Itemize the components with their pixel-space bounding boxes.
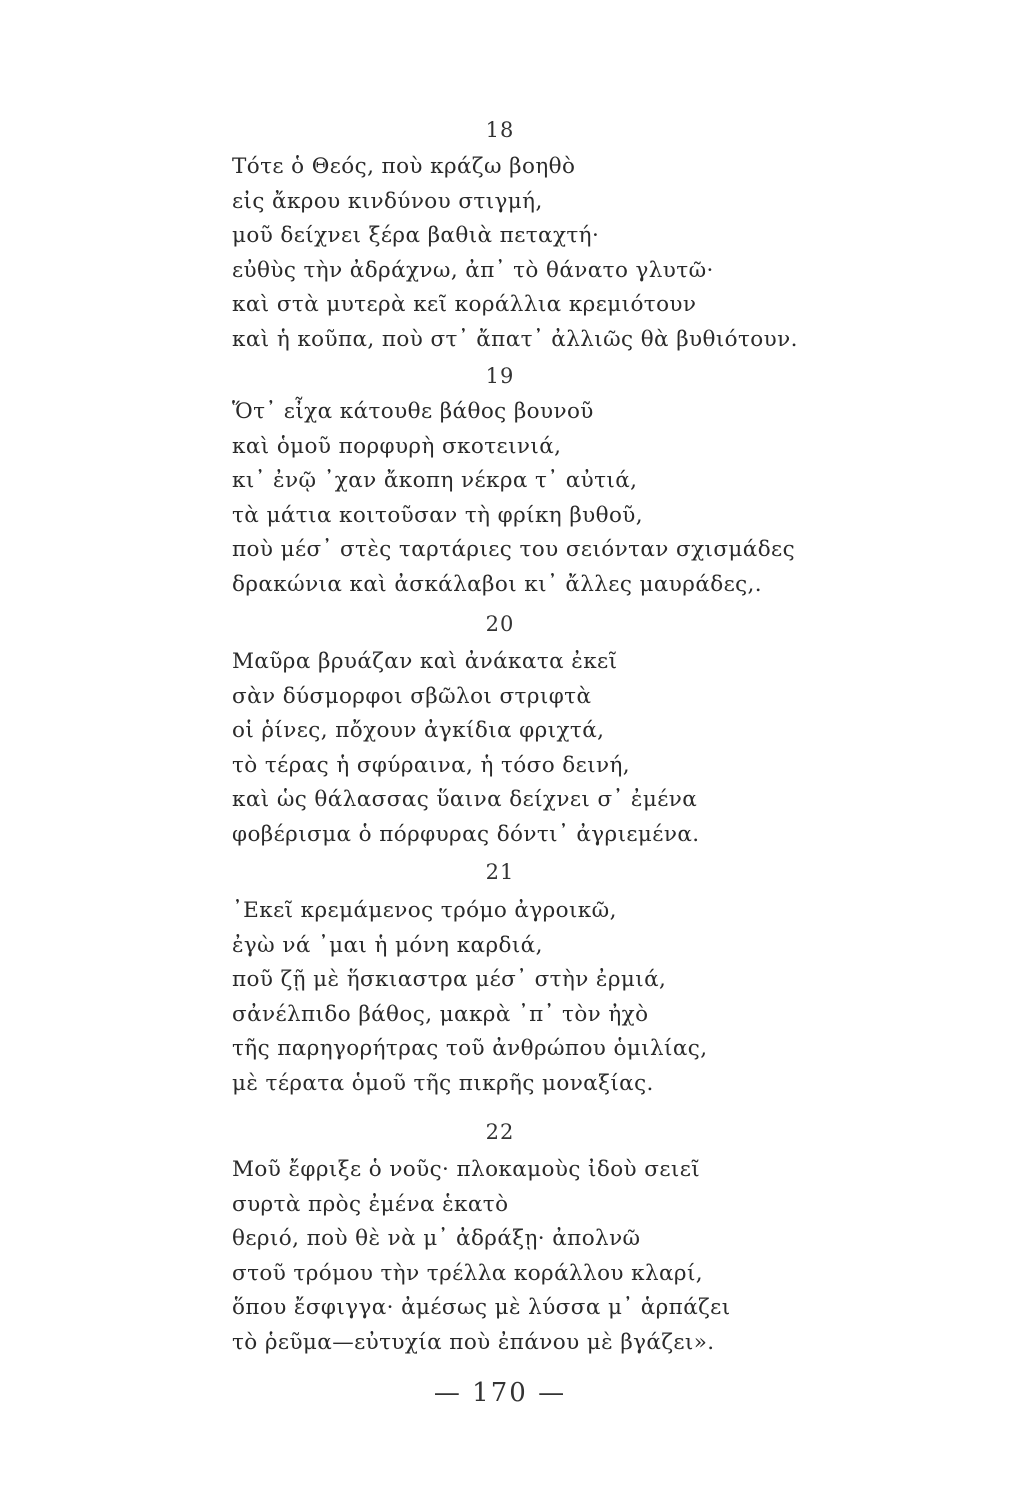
verse-line: τὸ τέρας ἡ σφύραινα, ἡ τόσο δεινή, <box>232 752 631 778</box>
verse-line: ὅπου ἔσφιγγα· ἀμέσως μὲ λύσσα μ᾽ ἁρπάζει <box>232 1295 731 1320</box>
verse-line: σὰν δύσμορφοι σβῶλοι στριφτὰ <box>232 683 592 709</box>
verse-line: ἐγὼ νά ᾽μαι ἡ μόνη καρδιά, <box>232 932 543 958</box>
verse-line: μοῦ δείχνει ξέρα βαθιὰ πεταχτή· <box>232 223 600 248</box>
stanza-22 <box>232 1153 832 1360</box>
verse-line: Ὅτ᾽ εἶχα κάτουθε βάθος βουνοῦ <box>232 399 594 424</box>
verse-line: συρτὰ πρὸς ἐμένα ἑκατὸ <box>232 1191 509 1217</box>
verse-line: μὲ τέρατα ὁμοῦ τῆς πικρῆς μοναξίας. <box>232 1070 654 1096</box>
stanza-number: 22 <box>485 1120 515 1144</box>
verse-line: δρακώνια καὶ ἀσκάλαβοι κι᾽ ἄλλες μαυράδες,. <box>232 571 763 597</box>
verse-line: καὶ ὡς θάλασσας ὕαινα δείχνει σ᾽ ἐμένα <box>232 787 698 812</box>
verse-line: ᾽Εκεῖ κρεμάμενος τρόμο ἀγροικῶ, <box>232 898 617 923</box>
page-number: — 170 — <box>433 1378 567 1408</box>
verse-line: Μαῦρα βρυάζαν καὶ ἀνάκατα ἐκεῖ <box>232 649 618 674</box>
stanza-number: 20 <box>485 612 515 636</box>
verse-line: κι᾽ ἐνῷ ᾽χαν ἄκοπη νέκρα τ᾽ αὐτιά, <box>232 468 638 493</box>
verse-line: καὶ ὁμοῦ πορφυρὴ σκοτεινιά, <box>232 433 562 459</box>
verse-line: ποῦ ζῇ μὲ ἥσκιαστρα μέσ᾽ στὴν ἐρμιά, <box>232 967 667 992</box>
stanza-18 <box>232 150 832 357</box>
verse-line: Τότε ὁ Θεός, ποὺ κράζω βοηθὸ <box>232 154 576 179</box>
verse-line: φοβέρισμα ὁ πόρφυρας δόντι᾽ ἀγριεμένα. <box>232 821 700 847</box>
verse-line: Μοῦ ἔφριξε ὁ νοῦς· πλοκαμοὺς ἰδοὺ σειεῖ <box>232 1157 701 1182</box>
verse-line: καὶ στὰ μυτερὰ κεῖ κοράλλια κρεμιότουν <box>232 292 697 317</box>
verse-line: εὐθὺς τὴν ἀδράχνω, ἀπ᾽ τὸ θάνατο γλυτῶ· <box>232 257 714 283</box>
verse-line: τὸ ῥεῦμα—εὐτυχία ποὺ ἐπάνου μὲ βγάζει». <box>232 1329 715 1355</box>
verse-line: εἰς ἄκρου κινδύνου στιγμή, <box>232 188 543 214</box>
stanza-number: 21 <box>485 860 515 884</box>
verse-line: σἀνέλπιδο βάθος, μακρὰ ᾽π᾽ τὸν ἠχὸ <box>232 1001 649 1027</box>
verse-line: στοῦ τρόμου τὴν τρέλλα κοράλλου κλαρί, <box>232 1260 704 1286</box>
stanza-19 <box>232 395 832 602</box>
verse-line: θεριό, ποὺ θὲ νὰ μ᾽ ἀδράξῃ· ἀπολνῶ <box>232 1226 641 1251</box>
verse-line: ποὺ μέσ᾽ στὲς ταρτάριες του σειόνταν σχισμάδες <box>232 537 796 562</box>
stanza-number: 18 <box>485 118 515 142</box>
stanza-21 <box>232 894 832 1101</box>
verse-line: οἱ ῥίνες, πὄχουν ἀγκίδια φριχτά, <box>232 718 605 743</box>
verse-line: καὶ ἡ κοῦπα, ποὺ στ᾽ ἄπατ᾽ ἀλλιῶς θὰ βυθιότουν. <box>232 326 798 352</box>
stanza-number: 19 <box>485 364 515 388</box>
stanza-20 <box>232 645 832 852</box>
verse-line: τῆς παρηγορήτρας τοῦ ἀνθρώπου ὁμιλίας, <box>232 1036 708 1061</box>
verse-line: τὰ μάτια κοιτοῦσαν τὴ φρίκη βυθοῦ, <box>232 502 644 528</box>
